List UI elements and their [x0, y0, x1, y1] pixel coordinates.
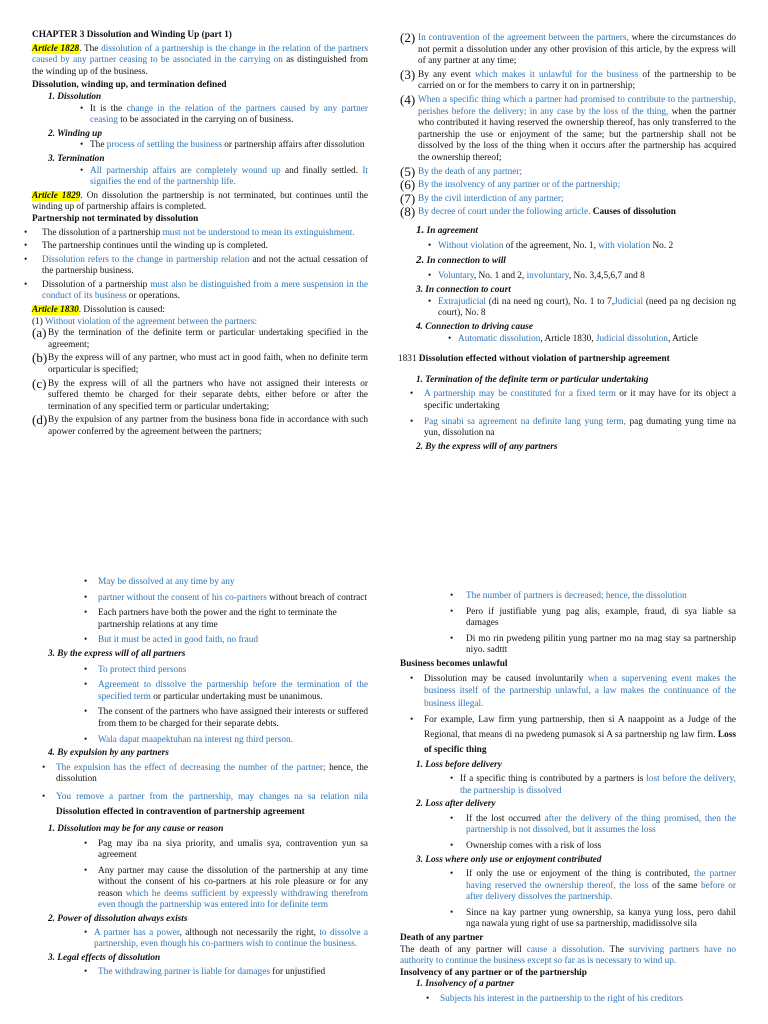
bullet-termination: • All partnership affairs are completely wound up and finally settled. It signifies the end of the partnership life. [80, 166, 368, 189]
bullet-third-persons: • To protect third persons [84, 665, 368, 677]
item-3: (3) By any event which makes it unlawful for the business of the partnership to be carried on or for the members to carry it on in partnership; [400, 66, 736, 92]
heading-insolvency: Insolvency of any partner or of the partnership [400, 967, 587, 978]
sub-winding-up: 2. Winding up [48, 128, 102, 139]
bullet-np2: • The partnership continues until the winding up is completed. [24, 241, 368, 253]
death-paragraph: The death of any partner will cause a dissolution. The surviving partners have no authority to continue the business except so far as is necessary to wind up. [400, 944, 737, 967]
item-1a: (a) By the termination of the definite term or particular undertaking specified in the agreement; [32, 325, 368, 350]
heading-not-terminated: Partnership not terminated by dissolution [32, 213, 199, 224]
sub-legal-effects: 3. Legal effects of dissolution [48, 952, 161, 963]
sub-expulsion: 4. By expulsion by any partners [48, 748, 169, 759]
bullet-np1: • The dissolution of a partnership must not be understood to mean its extinguishment. [24, 228, 368, 240]
sub-loss-use: 3. Loss where only use or enjoyment contributed [416, 854, 602, 865]
bullet-use-enjoyment: • If only the use or enjoyment of the thing is contributed, the partner having reserved the ownership thereof, the loss of the same before or after delivery dissolves the partnership. [450, 869, 736, 904]
heading-defined: Dissolution, winding up, and termination defined [32, 80, 227, 91]
sub-insolvency-partner: 1. Insolvency of a partner [416, 979, 515, 990]
item-8: (8) By decree of court under the following article. Causes of dissolution [400, 204, 676, 220]
bullet-expulsion-effect: • The expulsion has the effect of decreasing the number of the partner; hence, the dissolution [42, 763, 368, 786]
bullet-np3: • Dissolution refers to the change in partnership relation and not the actual cessation of the partnership business. [24, 255, 368, 278]
cause-court: 3. In connection to court [416, 285, 511, 296]
page1-left-column [32, 30, 368, 441]
page2-left-column [32, 577, 368, 981]
bullet-definite-term: • Pag sinabi sa agreement na definite lang yung term, pag dumating yung time na yun, dissolution na [410, 417, 736, 440]
bullet-ownership-risk: • Ownership comes with a risk of loss [450, 841, 736, 853]
article-1829-tag: Article 1829 [32, 190, 81, 201]
sub-dissolution: 1. Dissolution [48, 91, 102, 102]
bullet-third-interest: • Wala dapat maapektuhan na interest ng third person. [84, 735, 368, 747]
bullet-cause-agreement: • Without violation of the agreement, No. 1, with violation No. 2 [428, 241, 736, 253]
bullet-any-time: • May be dissolved at any time by any [84, 577, 368, 589]
sub-express-will-any: 2. By the express will of any partners [416, 441, 558, 452]
item-7: (7) By the civil interdiction of any partner; [400, 190, 564, 206]
sub-express-will-all: 3. By the express will of all partners [48, 648, 186, 659]
bullet-partners-decreased: • The number of partners is decreased; hence, the dissolution [450, 591, 736, 603]
sub-any-cause: 1. Dissolution may be for any cause or reason [48, 823, 224, 834]
cause-driving: 4. Connection to driving cause [416, 322, 533, 333]
bullet-consent-assigned: • The consent of the partners who have assigned their interests or suffered from them to be charged for their separate debts. [84, 707, 368, 730]
cause-will: 2. In connection to will [416, 254, 506, 267]
bullet-any-partner: • Any partner may cause the dissolution of the partnership at any time without the consent of his co-partners at his role pleasure or for any reason which he deems sufficient by expressly withdrawing therefrom even though the partnership was entered into for definite term [84, 866, 368, 912]
bullet-loss-before: • If a specific thing is contributed by a partners is lost before the delivery, the partnership is dissolved [450, 774, 736, 797]
item-6: (6) By the insolvency of any partner or of the partnership; [400, 177, 621, 193]
bullet-liable-damages: • The withdrawing partner is liable for damages for unjustified [84, 967, 368, 979]
bullet-remove-partner: • You remove a partner from the partnership, may changes na sa relation nila Dissolution effected in contravention of partnership agreement [42, 790, 368, 820]
sub-definite-term: 1. Termination of the definite term or particular undertaking [416, 374, 649, 385]
item-5: (5) By the death of any partner; [400, 163, 523, 179]
chapter-title: CHAPTER 3 Dissolution and Winding Up (part 1) [32, 30, 232, 40]
bullet-contravention: • Pag may iba na siya priority, and umalis sya, contravention yun sa agreement [84, 839, 368, 862]
sub-loss-after: 2. Loss after delivery [416, 799, 496, 810]
item-1b: (b) By the express will of any partner, who must act in good faith, when no definite term orparticular is specified; [32, 350, 368, 376]
article-1829: Article 1829. On dissolution the partnership is not terminated, but continues until the winding up of partnership affairs is completed. [32, 190, 368, 213]
article-1830: Article 1830. Dissolution is caused: [32, 305, 166, 316]
sub-termination: 3. Termination [48, 153, 105, 164]
heading-death: Death of any partner [400, 933, 484, 944]
item-2: (2) In contravention of the agreement between the partners, where the circumstances do not permit a dissolution under any other provision of this article, by the express will of any partner at any time; [400, 30, 736, 67]
bullet-dissolution: • It is the change in the relation of the partners caused by any partner ceasing to be associated in the carrying on of business. [80, 104, 368, 127]
bullet-involuntary: • Dissolution may be caused involuntarily when a supervening event makes the business itself of the partnership unlawful, a law makes the continuance of the business illegal. [410, 673, 736, 711]
bullet-pilitin: • Di mo rin pwedeng pilitin yung partner mo na mag stay sa partnership niyo. sadttt [450, 634, 736, 657]
heading-unlawful: Business becomes unlawful [400, 658, 508, 669]
bullet-loss-after: • If the lost occurred after the delivery of the thing promised, then the partnership is not dissolved, but it assumes the loss [450, 814, 736, 837]
cause-agreement: 1. In agreement [416, 223, 478, 236]
bullet-cause-driving: • Automatic dissolution, Article 1830, Judicial dissolution, Article [448, 334, 736, 346]
bullet-cause-will: • Voluntary, No. 1 and 2, involuntary, No. 3,4,5,6,7 and 8 [428, 271, 736, 283]
item-1c: (c) By the express will of all the partners who have not assigned their interests or suffered themto be charged for their separate debts, either before or after the termination of any specified term or particular undertaking; [32, 375, 368, 412]
bullet-madidissolve: • Since na kay partner yung ownership, sa kanya yung loss, pero dahil nga nawala yung right of use sa partnership, madidissolve sila [450, 908, 736, 931]
bullet-good-faith: • But it must be acted in good faith, no fraud [84, 635, 368, 647]
bullet-without-consent: • partner without the consent of his co-partners without breach of contract [84, 593, 368, 605]
article-1828: Article 1828. The dissolution of a partnership is the change in the relation of the partners caused by any partner ceasing to be associated in the carrying on as distinguished from the winding up of the business. [32, 43, 368, 77]
bullet-law-firm: • For example, Law firm yung partnership, then si A naappoint as a Judge of the Regional, that means di na pwedeng pumasok si A sa partnership ng law firm. Loss of specific thing [410, 713, 736, 758]
item-1: (1) Without violation of the agreement between the partners: [32, 316, 258, 327]
bullet-unanimous: • Agreement to dissolve the partnership before the termination of the specified term or particular undertaking must be unanimous. [84, 680, 368, 703]
bullet-power: • A partner has a power, although not necessarily the right, to dissolve a partnership, even though his co-partners wish to continue the business. [84, 928, 368, 951]
article-1828-tag: Article 1828 [32, 43, 80, 54]
bullet-cause-court: • Extrajudicial (di na need ng court), No. 1 to 7,Judicial (need pa ng decision ng court), No. 8 [428, 297, 736, 320]
bullet-creditors: • Subjects his interest in the partnership to the right of his creditors [426, 994, 736, 1006]
sub-loss-before: 1. Loss before delivery [416, 760, 502, 771]
bullet-np4: • Dissolution of a partnership must also be distinguished from a mere suspension in the conduct of its business or operations. [24, 280, 368, 303]
item-4: (4) When a specific thing which a partner had promised to contribute to the partnership, perishes before the delivery; in any case by the loss of the thing, when the partner who contributed it having reserved the ownership thereof, has only transferred to the partnership the use or enjoyment of the same; but the partnership shall not be dissolved by the loss of the thing when it occurs after the partnership has acquired the ownership thereof; [400, 91, 736, 163]
item-1d: (d) By the expulsion of any partner from the business bona fide in accordance with such apower conferred by the agreement between the partners; [32, 412, 368, 437]
bullet-justifiable: • Pero if justifiable yung pag alis, example, fraud, di sya liable sa damages [450, 607, 736, 630]
bullet-fixed-term: • A partnership may be constituted for a fixed term or it may have for its object a specific undertaking [410, 389, 736, 412]
article-1830-tag: Article 1830 [32, 305, 79, 316]
bullet-power-right: • Each partners have both the power and the right to terminate the partnership relations at any time [84, 608, 368, 631]
page1-right-column [398, 30, 736, 453]
bullet-winding-up: • The process of settling the business or partnership affairs after dissolution [80, 140, 368, 152]
page2-right-column [400, 591, 736, 1008]
sub-power-exists: 2. Power of dissolution always exists [48, 914, 188, 925]
article-1831: 1831 Dissolution effected without violation of partnership agreement [398, 354, 670, 365]
